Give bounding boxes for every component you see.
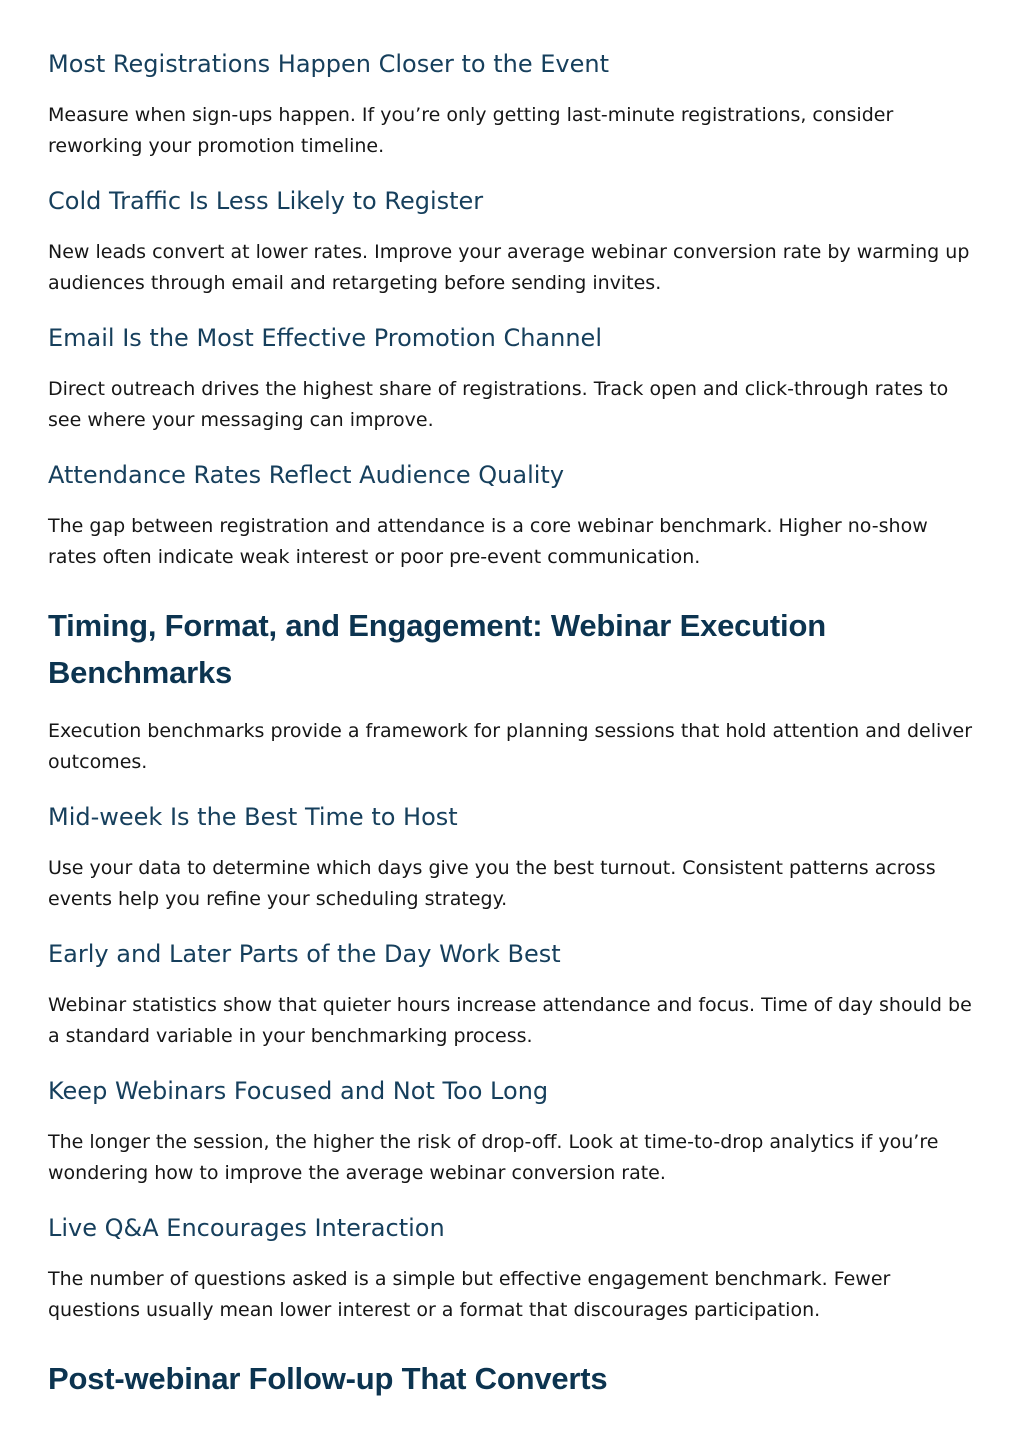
paragraph-execution-intro: Execution benchmarks provide a framework for planning sessions that hold attention and deliver outcomes.	[48, 720, 973, 773]
spacer	[48, 1189, 976, 1211]
paragraph-live-qa: The number of questions asked is a simple but effective engagement benchmark. Fewer questions usually mean lower interest or a format that discourages participation.	[48, 1268, 891, 1321]
spacer	[48, 971, 976, 990]
subheading-live-qa: Live Q&A Encourages Interaction	[48, 1214, 445, 1242]
subheading-attendance-rates: Attendance Rates Reflect Audience Quality	[48, 461, 565, 489]
paragraph-midweek: Use your data to determine which days give you the best turnout. Consistent patterns across events help you refine your scheduling strategy.	[48, 857, 936, 910]
spacer	[48, 573, 976, 602]
subheading-cold-traffic: Cold Traffic Is Less Likely to Register	[48, 187, 484, 215]
section-heading-execution-benchmarks: Timing, Format, and Engagement: Webinar Execution Benchmarks	[48, 608, 826, 690]
subheading-registrations-timing: Most Registrations Happen Closer to the Event	[48, 50, 609, 78]
paragraph-time-of-day: Webinar statistics show that quieter hours increase attendance and focus. Time of day should be a standard variable in your benchmarking process.	[48, 994, 972, 1047]
spacer	[48, 1245, 976, 1264]
spacer	[48, 778, 976, 800]
spacer	[48, 834, 976, 853]
spacer	[48, 162, 976, 184]
subheading-webinar-length: Keep Webinars Focused and Not Too Long	[48, 1077, 549, 1105]
spacer	[48, 355, 976, 374]
spacer	[48, 1326, 976, 1355]
paragraph-email-channel: Direct outreach drives the highest share of registrations. Track open and click-through rates to see where your messaging can improve.	[48, 378, 949, 431]
spacer	[48, 436, 976, 458]
paragraph-webinar-length: The longer the session, the higher the risk of drop-off. Look at time-to-drop analytics if you’re wondering how to improve the average webinar conversion rate.	[48, 1131, 939, 1184]
spacer	[48, 1108, 976, 1127]
spacer	[48, 492, 976, 511]
spacer	[48, 696, 976, 716]
paragraph-registrations-timing: Measure when sign-ups happen. If you’re only getting last-minute registrations, consider reworking your promotion timeline.	[48, 104, 894, 157]
spacer	[48, 81, 976, 100]
spacer	[48, 1052, 976, 1074]
paragraph-attendance-rates: The gap between registration and attendance is a core webinar benchmark. Higher no-show rates often indicate weak interest or poor pre-event communication.	[48, 515, 928, 568]
subheading-time-of-day: Early and Later Parts of the Day Work Best	[48, 940, 561, 968]
subheading-email-channel: Email Is the Most Effective Promotion Channel	[48, 324, 602, 352]
paragraph-cold-traffic: New leads convert at lower rates. Improve your average webinar conversion rate by warming up audiences through email and retargeting before sending invites.	[48, 241, 970, 294]
subheading-midweek: Mid-week Is the Best Time to Host	[48, 803, 458, 831]
spacer	[48, 218, 976, 237]
section-heading-post-webinar: Post-webinar Follow-up That Converts	[48, 1361, 608, 1396]
spacer	[48, 299, 976, 321]
spacer	[48, 915, 976, 937]
